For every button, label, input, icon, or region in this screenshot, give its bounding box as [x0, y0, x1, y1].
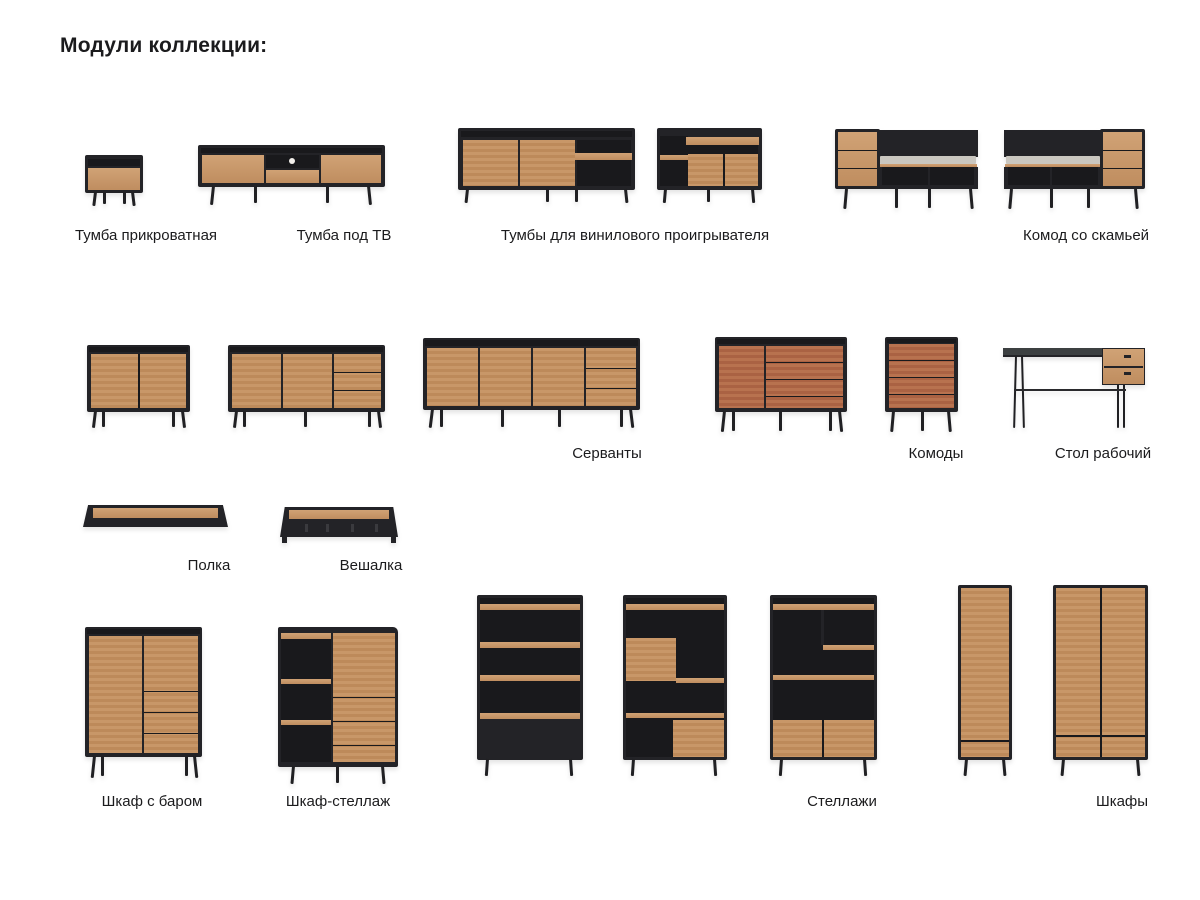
label-sideboards: Серванты	[572, 445, 642, 462]
cabinet-rack-image	[278, 627, 398, 784]
bench-chest-right-image	[1002, 125, 1145, 209]
bench-chest-left-image	[835, 125, 980, 209]
sideboard-large-image	[423, 338, 640, 429]
sideboard-small-image	[87, 345, 190, 429]
section-title: Модули коллекции:	[60, 34, 268, 57]
wardrobe-wide-image	[1053, 585, 1148, 776]
label-cabinet-rack: Шкаф-стеллаж	[285, 793, 391, 810]
label-bench-chest: Комод со скамьей	[1022, 227, 1150, 244]
vinyl-player-dot	[289, 158, 295, 164]
wardrobe-narrow-image	[958, 585, 1012, 776]
label-hanger: Вешалка	[339, 557, 403, 574]
label-racks: Стеллажи	[807, 793, 877, 810]
rack-open-image	[477, 595, 583, 776]
chest-narrow-image	[885, 337, 958, 433]
hook-icon	[326, 524, 329, 532]
label-wardrobes: Шкафы	[1095, 793, 1149, 810]
label-vinyl-stands: Тумбы для винилового проигрывателя	[500, 227, 770, 244]
label-shelf: Полка	[187, 557, 231, 574]
tv-stand-image	[198, 145, 385, 209]
label-desk: Стол рабочий	[1054, 445, 1152, 462]
drawer-handle-icon	[1124, 372, 1131, 375]
wall-shelf-image	[83, 505, 228, 532]
label-chests: Комоды	[908, 445, 964, 462]
label-tv-stand: Тумба под ТВ	[296, 227, 392, 244]
wall-hanger-image	[280, 507, 398, 545]
label-bedside-table: Тумба прикроватная	[74, 227, 218, 244]
bedside-table-image	[85, 155, 143, 207]
bar-cabinet-image	[85, 627, 202, 778]
sideboard-medium-image	[228, 345, 385, 429]
vinyl-stand-wide-image	[458, 128, 635, 204]
drawer-handle-icon	[1124, 355, 1131, 358]
desk-image	[1000, 345, 1148, 430]
hook-icon	[305, 524, 308, 532]
label-bar-cabinet: Шкаф с баром	[101, 793, 203, 810]
hook-icon	[351, 524, 354, 532]
hook-icon	[375, 524, 378, 532]
rack-mixed-image	[623, 595, 727, 776]
chest-wide-image	[715, 337, 847, 433]
vinyl-stand-compact-image	[657, 128, 762, 204]
rack-doors-image	[770, 595, 877, 776]
